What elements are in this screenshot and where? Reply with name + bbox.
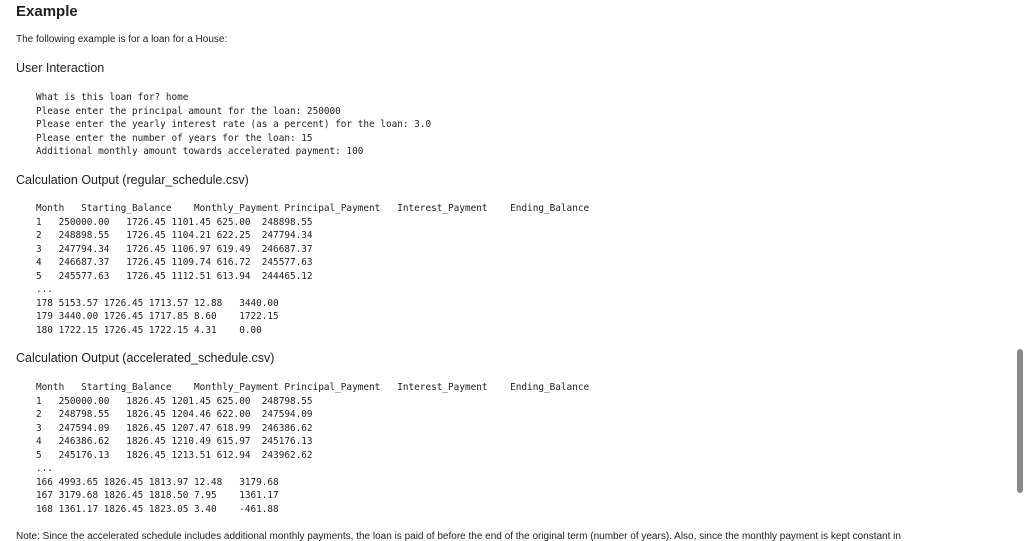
regular-schedule-heading: Calculation Output (regular_schedule.csv) <box>16 173 249 187</box>
user-interaction-console: What is this loan for? home Please enter the principal amount for the loan: 250000 Please enter the yearly interest rate (as a percent) for the loan: 3.0 Please enter the number of years for the loan: 15 Additional monthly amount towards accelerated payment: 100 <box>36 92 432 157</box>
page-title: Example <box>16 3 78 20</box>
user-interaction-heading: User Interaction <box>16 61 105 75</box>
vertical-scrollbar-thumb[interactable] <box>1017 349 1023 493</box>
accelerated-schedule-heading: Calculation Output (accelerated_schedule.csv) <box>16 351 275 365</box>
intro-paragraph: The following example is for a loan for a House: <box>16 34 228 45</box>
note-paragraph: Note: Since the accelerated schedule includes additional monthly payments, the loan is paid of before the end of the original term (number of years). Also, since the monthly payment is kept constant in <box>16 531 901 541</box>
accelerated-schedule-output: Month Starting_Balance Monthly_Payment Principal_Payment Interest_Payment Ending_Balance 1 250000.00 1826.45 1201.45 625.00 248798.55 2 248798.55 1826.45 1204.46 622.00 247594.09 3 247594.09 1826.45 1207.47 618.99 246386.62 4 246386.62 1826.45 1210.49 615.97 245176.13 5 245176.13 1826.45 1213.51 612.94 243962.62 ... 166 4993.65 1826.45 1813.97 12.48 3179.68 167 3179.68 1826.45 1818.50 7.95 1361.17 168 1361.17 1826.45 1823.05 3.40 -461.88 <box>36 382 590 515</box>
regular-schedule-output: Month Starting_Balance Monthly_Payment Principal_Payment Interest_Payment Ending_Balance 1 250000.00 1726.45 1101.45 625.00 248898.55 2 248898.55 1726.45 1104.21 622.25 247794.34 3 247794.34 1726.45 1106.97 619.49 246687.37 4 246687.37 1726.45 1109.74 616.72 245577.63 5 245577.63 1726.45 1112.51 613.94 244465.12 ... 178 5153.57 1726.45 1713.57 12.88 3440.00 179 3440.00 1726.45 1717.85 8.60 1722.15 180 1722.15 1726.45 1722.15 4.31 0.00 <box>36 203 590 336</box>
